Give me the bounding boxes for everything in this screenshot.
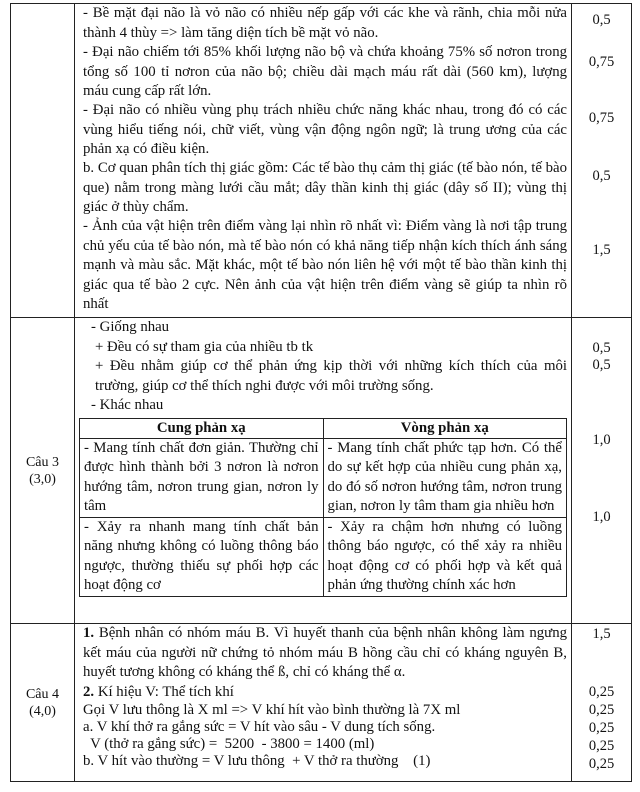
column-header: Cung phản xạ — [80, 418, 324, 438]
score-cell — [572, 4, 632, 318]
score: 0,75 — [588, 110, 615, 126]
question-cell-empty — [11, 4, 75, 318]
question-label: Câu 4 — [25, 686, 60, 702]
score-cell — [572, 318, 632, 624]
part-2 — [83, 683, 567, 703]
score-cell — [572, 624, 632, 782]
question-cell — [11, 624, 75, 782]
score: 1,5 — [592, 626, 611, 642]
part-number: 2. — [83, 683, 95, 700]
calc-line: b. V hít vào thường = V lưu thông + V thở ra thường (1) — [83, 753, 431, 769]
question-cell — [11, 318, 75, 624]
score: 0,75 — [588, 54, 615, 70]
paragraph: b. Cơ quan phân tích thị giác gồm: Các tế bào thụ cảm thị giác (tế bào nón, tế bào que) nằm trong màng lưới cầu mắt; dây thần kinh thị giác (dây số II); vùng thị giác ở thùy chẩm. — [83, 160, 567, 215]
score: 1,5 — [592, 242, 611, 258]
score: 1,0 — [592, 432, 611, 448]
table-row — [80, 438, 567, 517]
difference-heading: - Khác nhau — [91, 397, 164, 413]
paragraph: - Bề mặt đại não là vỏ não có nhiều nếp gấp với các khe và rãnh, chia mỗi nửa thành 4 thùy => làm tăng diện tích bề mặt vỏ não. — [83, 5, 567, 41]
table-cell: - Mang tính chất phức tạp hơn. Có thể do sự kết hợp của nhiều cung phản xạ, do đó số nơron hướng tâm, nơron trung gian, nơron ly tâm tham gia nhiều hơn — [323, 438, 567, 517]
score: 0,5 — [592, 168, 611, 184]
part-text: Bệnh nhân có nhóm máu B. Vì huyết thanh của bệnh nhân không làm ngưng kết máu của người nữ chứng tỏ nhóm máu B hồng cầu chỉ có kháng nguyên B, huyết tương không có kháng thể ß, chỉ có kháng thể α. — [83, 625, 568, 680]
content-cell — [75, 624, 572, 782]
score: 1,0 — [592, 509, 611, 525]
score: 0,25 — [588, 702, 615, 718]
calc-line: V (thở ra gắng sức) = 5200 - 3800 = 1400 (ml) — [83, 736, 375, 752]
question-points: (3,0) — [29, 471, 56, 487]
part-text: Kí hiệu V: Thể tích khí — [97, 683, 234, 700]
similarity-heading: - Giống nhau — [91, 319, 170, 335]
paragraph: - Ảnh của vật hiện trên điểm vàng lại nhìn rõ nhất vì: Điểm vàng là nơi tập trung chủ yếu của tế bào nón, mà tế bào nón có khả năng tiếp nhận kích thích ánh sáng mạnh và màu sắc. Mặt khác, một tế bào nón liên hệ với một tế bào thần kinh thị giác qua tế bào 2 cực. Nên ảnh của vật hiện trên điểm vàng sẽ giúp ta nhìn rõ nhất — [83, 218, 567, 312]
score: 0,5 — [592, 357, 611, 373]
calc-line: a. V khí thở ra gắng sức = V hít vào sâu - V dung tích sống. — [83, 719, 436, 735]
column-header: Vòng phản xạ — [323, 418, 567, 438]
row-cau-4 — [11, 624, 632, 782]
row-cau-3 — [11, 318, 632, 624]
row-cau2-continued — [11, 4, 632, 318]
score: 0,5 — [592, 12, 611, 28]
score: 0,5 — [592, 340, 611, 356]
score: 0,25 — [588, 756, 615, 772]
table-row — [80, 517, 567, 596]
comparison-table — [79, 418, 567, 597]
table-cell: - Xảy ra nhanh mang tính chất bản năng nhưng không có luồng thông báo ngược, thường thiếu sự phối hợp các hoạt động cơ — [80, 517, 324, 596]
similarity-item: + Đều có sự tham gia của nhiều tb tk — [95, 338, 314, 355]
calc-line: Gọi V lưu thông là X ml => V khí hít vào bình thường là 7X ml — [83, 702, 461, 718]
answer-table — [10, 3, 632, 782]
question-label: Câu 3 — [25, 454, 60, 470]
score: 0,25 — [588, 684, 615, 700]
part-1 — [83, 624, 567, 683]
table-cell: - Xảy ra chậm hơn nhưng có luồng thông báo ngược, có thể xảy ra nhiều hoạt động cơ có phối hợp và kết quả phản ứng thường chính xác hơn — [323, 517, 567, 596]
paragraph: - Đại não có nhiều vùng phụ trách nhiều chức năng khác nhau, trong đó có các vùng hiểu tiếng nói, chữ viết, vùng vận động ngôn ngữ; là trung ương của các phản xạ có điều kiện. — [83, 102, 567, 157]
score: 0,25 — [588, 738, 615, 754]
table-cell: - Mang tính chất đơn giản. Thường chỉ được hình thành bởi 3 nơron là nơron hướng tâm, nơron trung gian, nơron ly tâm — [80, 438, 324, 517]
similarity-item: + Đều nhằm giúp cơ thể phản ứng kịp thời với những kích thích của môi trường, giúp cơ thể thích nghi được với môi trường sống. — [95, 358, 567, 394]
score: 0,25 — [588, 720, 615, 736]
question-points: (4,0) — [29, 703, 56, 719]
paragraph: - Đại não chiếm tới 85% khối lượng não bộ và chứa khoảng 75% số nơron trong tổng số 100 tỉ nơron của não bộ; chiều dài mạch máu rất dài (560 km), lượng máu cung cấp rất lớn. — [83, 44, 567, 99]
content-cell — [75, 318, 572, 624]
content-cell — [75, 4, 572, 318]
part-number: 1. — [83, 625, 95, 641]
